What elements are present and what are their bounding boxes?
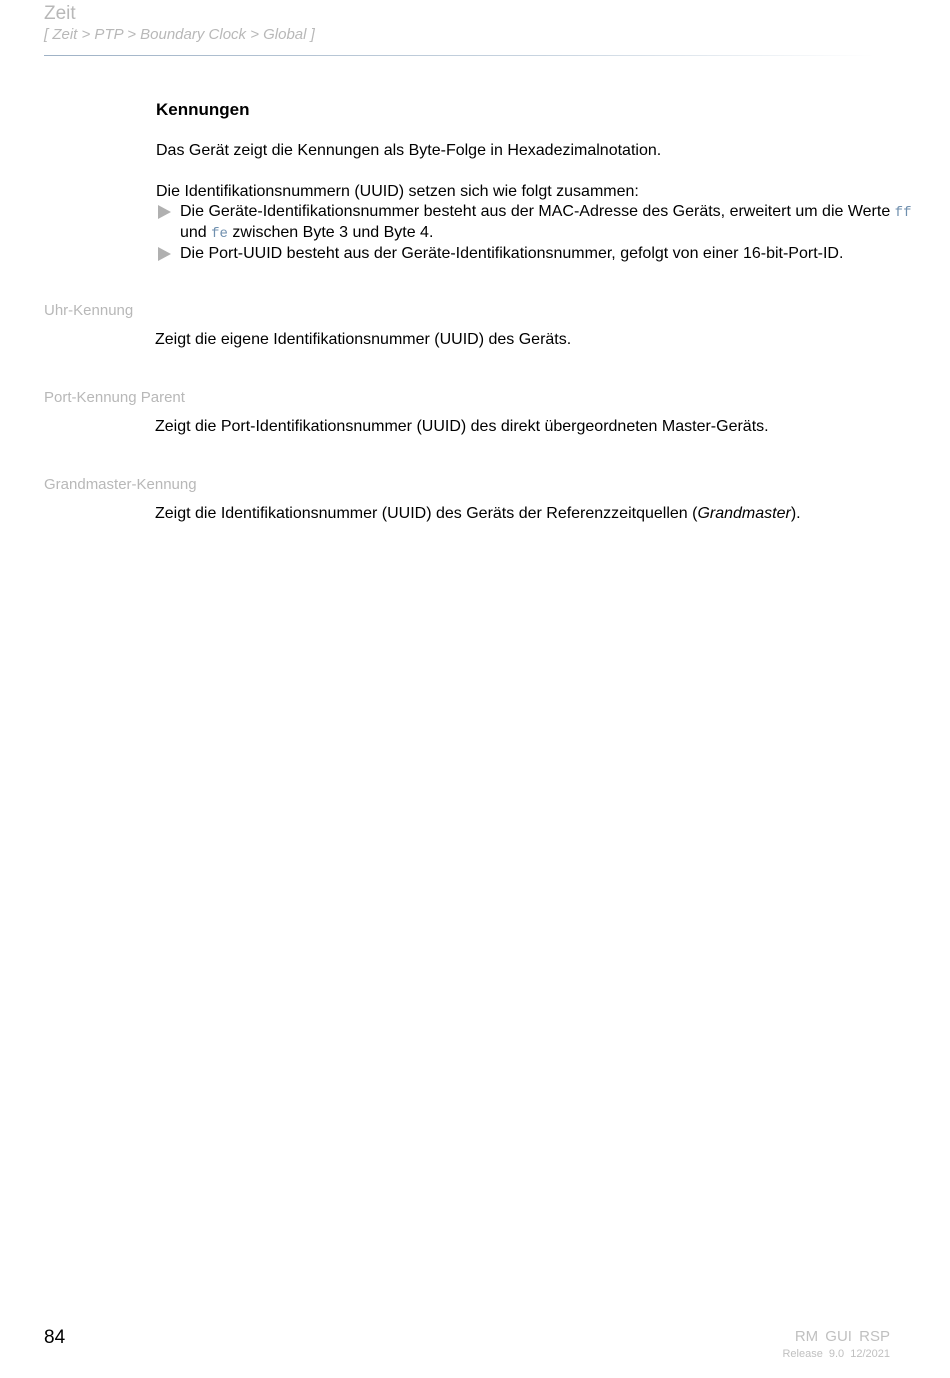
- bullet-text: Die Geräte-Identifikationsnummer besteht aus der MAC-Adresse des Geräts, erweitert um die Werte: [180, 203, 895, 220]
- page-number: 84: [44, 1327, 66, 1348]
- param-label-grandmaster-kennung: Grandmaster-Kennung: [44, 476, 197, 493]
- uuid-bullet-list: [156, 202, 916, 264]
- bullet-text: zwischen Byte 3 und Byte 4.: [227, 224, 434, 241]
- desc-emphasis: Grandmaster: [697, 505, 791, 522]
- bullet-port-uuid: [156, 244, 916, 264]
- param-label-uhr-kennung: Uhr-Kennung: [44, 302, 134, 319]
- bullet-text: und: [180, 224, 212, 241]
- param-desc-grandmaster-kennung: [155, 505, 801, 523]
- param-desc-port-kennung-parent: Zeigt die Port-Identifikationsnummer (UUID) des direkt übergeordneten Master-Geräts.: [155, 418, 769, 435]
- chapter-title: Zeit: [44, 3, 76, 24]
- bullet-device-uuid: [156, 202, 916, 244]
- desc-text: Zeigt die Identifikationsnummer (UUID) des Geräts der Referenzzeitquellen (: [155, 505, 698, 522]
- uuid-intro-paragraph: Die Identifikationsnummern (UUID) setzen sich wie folgt zusammen:: [156, 183, 639, 200]
- bullet-triangle-icon: [158, 247, 171, 261]
- code-ff: ff: [894, 205, 912, 221]
- bullet-triangle-icon: [158, 205, 171, 219]
- desc-text: ).: [790, 505, 801, 522]
- footer-release: Release 9.0 12/2021: [782, 1348, 890, 1360]
- code-fe: fe: [211, 226, 228, 242]
- param-label-port-kennung-parent: Port-Kennung Parent: [44, 389, 185, 406]
- intro-paragraph: Das Gerät zeigt die Kennungen als Byte-Folge in Hexadezimalnotation.: [156, 142, 662, 159]
- param-desc-uhr-kennung: Zeigt die eigene Identifikationsnummer (UUID) des Geräts.: [155, 331, 572, 348]
- breadcrumb: [ Zeit > PTP > Boundary Clock > Global ]: [44, 26, 315, 43]
- section-heading: Kennungen: [156, 100, 250, 119]
- header-divider: [44, 55, 874, 56]
- bullet-text: Die Port-UUID besteht aus der Geräte-Identifikationsnummer, gefolgt von einer 16-bit-Port-ID.: [180, 245, 844, 262]
- footer-doc-title: RM GUI RSP: [794, 1328, 890, 1345]
